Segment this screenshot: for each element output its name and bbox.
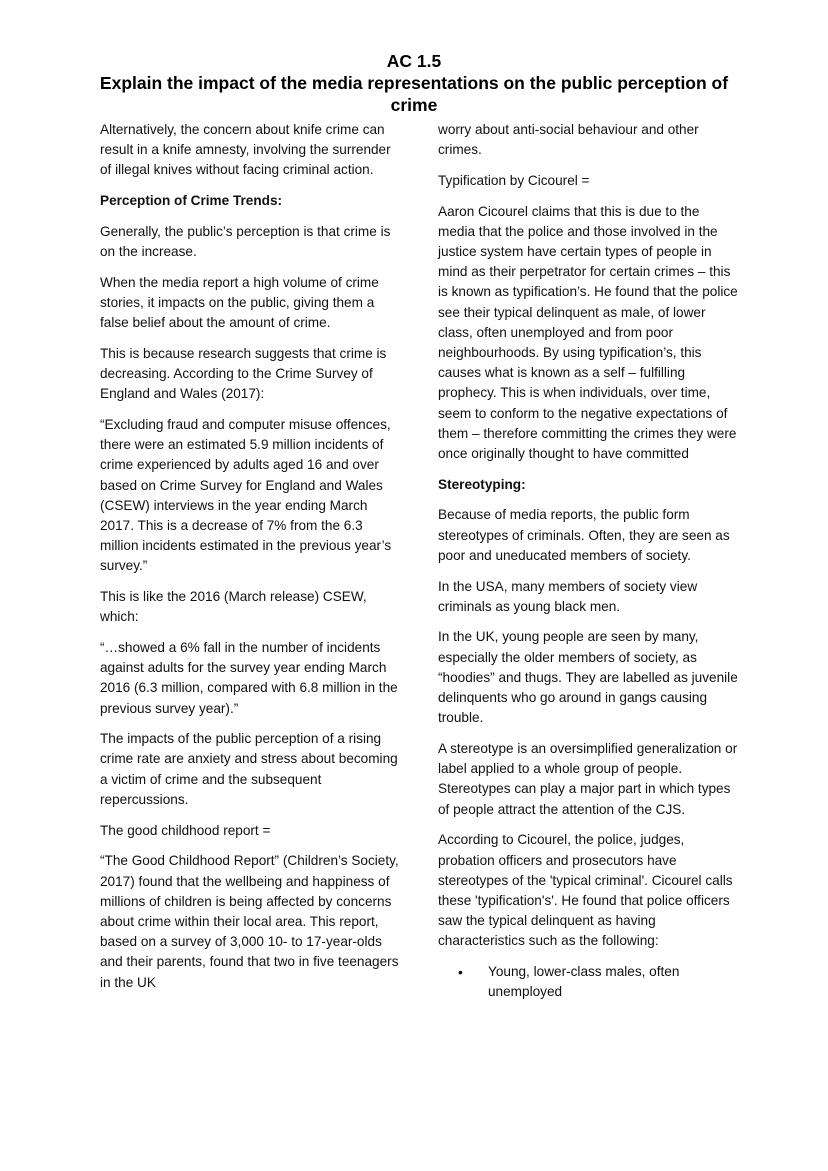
- paragraph-csew-2016: This is like the 2016 (March release) CSEW, which:: [100, 589, 367, 625]
- page-header: [80, 50, 748, 116]
- paragraph-good-childhood-report: “The Good Childhood Report” (Children’s Society, 2017) found that the wellbeing and happiness of millions of children is being affected by concerns about crime within their local area. This report, based on a survey of 3,000 10- to 17-year-olds and their parents, found that two in five teenagers in the UK: [100, 853, 399, 990]
- paragraph-impacts: The impacts of the public perception of a rising crime rate are anxiety and stress about becoming a victim of crime and the subsequent repercussions.: [100, 731, 398, 807]
- paragraph-cicourel-stereotypes: According to Cicourel, the police, judges, probation officers and prosecutors have stereotypes of the 'typical criminal'. Cicourel calls these 'typification's'. He found that police officers saw the typical delinquent as having characteristics such as the following:: [438, 832, 733, 949]
- paragraph-knife-amnesty: Alternatively, the concern about knife crime can result in a knife amnesty, involving the surrender of illegal knives without facing criminal action.: [100, 122, 391, 178]
- paragraph-media-stereotypes: Because of media reports, the public form stereotypes of criminals. Often, they are seen as poor and uneducated members of society.: [438, 507, 730, 563]
- heading-stereotyping: Stereotyping:: [438, 476, 526, 492]
- page-title-line-2: crime: [390, 95, 438, 115]
- paragraph-stereotype-definition: A stereotype is an oversimplified generalization or label applied to a whole group of people. Stereotypes can play a major part in which types of people attract the attention of the CJS.: [438, 740, 738, 817]
- bullet-item: • Young, lower-class males, often unemployed: [488, 962, 738, 1002]
- bullet-list: [438, 962, 738, 1002]
- page-title-line-1: Explain the impact of the media representations on the public perception of: [99, 73, 729, 93]
- right-column: [438, 120, 738, 1002]
- paragraph-public-perception: Generally, the public’s perception is that crime is on the increase.: [100, 223, 391, 260]
- paragraph-media-volume: When the media report a high volume of crime stories, it impacts on the public, giving them a false belief about the amount of crime.: [100, 274, 379, 331]
- paragraph-research-decreasing: This is because research suggests that crime is decreasing. According to the Crime Survey of England and Wales (2017):: [100, 345, 387, 402]
- paragraph-cicourel-typification: Aaron Cicourel claims that this is due to the media that the police and those involved in the justice system have certain types of people in mind as their perpetrator for certain crimes – this is known as typification’s. He found that the police see their typical delinquent as male, of lower class, often unemployed and from poor neighbourhoods. By using typification’s, this causes what is known as a self – fulfilling prophecy. This is when individuals, over time, seem to conform to the negative expectations of them – therefore committing the crimes they were once originally thought to have committed: [438, 203, 738, 462]
- section-code: AC 1.5: [386, 51, 442, 71]
- paragraph-good-childhood-label: The good childhood report =: [100, 822, 271, 838]
- left-column: [100, 120, 400, 1003]
- quote-csew-2017: “Excluding fraud and computer misuse offences, there were an estimated 5.9 million incidents of crime experienced by adults aged 16 and over based on Crime Survey for England and Wales (CSEW) interviews in the year ending March 2017. This is a decrease of 7% from the 6.3 million incidents estimated in the previous year’s survey.”: [100, 416, 392, 574]
- paragraph-uk: In the UK, young people are seen by many, especially the older members of society, as “hoodies” and thugs. They are labelled as juvenile delinquents who go around in gangs causing trouble.: [438, 629, 738, 726]
- paragraph-typification-label: Typification by Cicourel =: [438, 172, 590, 188]
- paragraph-continued: worry about anti-social behaviour and other crimes.: [438, 122, 699, 158]
- heading-perception-of-crime-trends: Perception of Crime Trends:: [100, 193, 283, 209]
- quote-csew-2016: “…showed a 6% fall in the number of incidents against adults for the survey year ending March 2016 (6.3 million, compared with 6.8 million in the previous survey year).”: [100, 639, 398, 716]
- paragraph-usa: In the USA, many members of society view criminals as young black men.: [438, 578, 698, 614]
